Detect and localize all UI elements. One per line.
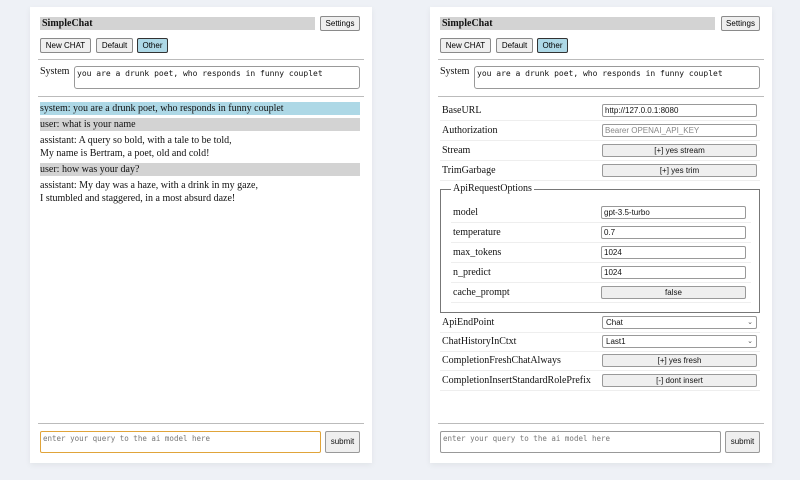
setting-temperature — [451, 223, 751, 243]
setting-base-url — [440, 101, 760, 121]
cache-prompt-label: cache_prompt — [453, 287, 510, 298]
chat-message-user — [40, 163, 360, 176]
system-label: System — [40, 66, 70, 77]
query-input[interactable]: enter your query to the ai model here — [440, 431, 721, 453]
settings-button[interactable]: Settings — [721, 16, 760, 31]
setting-cache-prompt — [451, 283, 751, 303]
new-chat-button[interactable]: New CHAT — [40, 38, 91, 53]
model-input[interactable]: gpt-3.5-turbo — [601, 206, 746, 219]
message-line: I stumbled and staggered, in a most absurd daze! — [40, 193, 236, 204]
chat-history-label: ChatHistoryInCtxt — [442, 336, 517, 347]
settings-button[interactable]: Settings — [320, 16, 360, 31]
setting-role-prefix — [440, 371, 760, 391]
chat-history-value: Last1 — [606, 337, 626, 346]
trim-garbage-label: TrimGarbage — [442, 165, 496, 176]
setting-stream — [440, 141, 760, 161]
divider — [438, 59, 764, 60]
divider — [438, 423, 764, 424]
chevron-down-icon: ⌄ — [747, 319, 753, 326]
message-line: assistant: My day was a haze, with a drink in my gaze, — [40, 180, 258, 191]
n-predict-input[interactable]: 1024 — [601, 266, 746, 279]
other-chat-button[interactable]: Other — [537, 38, 568, 53]
setting-model — [451, 203, 751, 223]
query-input[interactable]: enter your query to the ai model here — [40, 431, 321, 453]
max-tokens-label: max_tokens — [453, 247, 502, 258]
other-chat-button[interactable]: Other — [137, 38, 168, 53]
divider — [438, 96, 764, 97]
role-prefix-toggle[interactable]: [-] dont insert — [602, 374, 757, 387]
role-prefix-label: CompletionInsertStandardRolePrefix — [442, 375, 591, 386]
setting-authorization — [440, 121, 760, 141]
setting-max-tokens — [451, 243, 751, 263]
setting-api-endpoint — [440, 313, 760, 333]
default-chat-button[interactable]: Default — [496, 38, 533, 53]
message-line: system: you are a drunk poet, who responds in funny couplet — [40, 103, 284, 114]
default-chat-button[interactable]: Default — [96, 38, 133, 53]
submit-button[interactable]: submit — [725, 431, 760, 453]
api-endpoint-value: Chat — [606, 318, 623, 327]
temperature-input[interactable]: 0.7 — [601, 226, 746, 239]
system-label: System — [440, 66, 470, 77]
authorization-label: Authorization — [442, 125, 498, 136]
setting-fresh-chat — [440, 351, 760, 371]
divider — [38, 96, 364, 97]
temperature-label: temperature — [453, 227, 501, 238]
stream-label: Stream — [442, 145, 471, 156]
divider — [38, 59, 364, 60]
setting-trim-garbage — [440, 161, 760, 181]
chat-message-system — [40, 102, 360, 115]
base-url-input[interactable]: http://127.0.0.1:8080 — [602, 104, 757, 117]
trim-garbage-toggle[interactable]: [+] yes trim — [602, 164, 757, 177]
fresh-chat-toggle[interactable]: [+] yes fresh — [602, 354, 757, 367]
base-url-label: BaseURL — [442, 105, 482, 116]
message-line: user: what is your name — [40, 119, 136, 130]
system-prompt-input[interactable]: you are a drunk poet, who responds in funny couplet — [474, 66, 760, 89]
setting-chat-history — [440, 332, 760, 352]
n-predict-label: n_predict — [453, 267, 491, 278]
stream-toggle[interactable]: [+] yes stream — [602, 144, 757, 157]
chat-message-user — [40, 118, 360, 131]
cache-prompt-toggle[interactable]: false — [601, 286, 746, 299]
settings-panel — [430, 7, 772, 463]
app-title: SimpleChat — [440, 17, 715, 30]
authorization-input[interactable]: Bearer OPENAI_API_KEY — [602, 124, 757, 137]
max-tokens-input[interactable]: 1024 — [601, 246, 746, 259]
api-endpoint-select[interactable] — [602, 316, 757, 329]
system-prompt-input[interactable]: you are a drunk poet, who responds in funny couplet — [74, 66, 360, 89]
setting-n-predict — [451, 263, 751, 283]
new-chat-button[interactable]: New CHAT — [440, 38, 491, 53]
message-line: user: how was your day? — [40, 164, 140, 175]
message-line: assistant: A query so bold, with a tale to be told, — [40, 135, 232, 146]
submit-button[interactable]: submit — [325, 431, 360, 453]
chat-message-assistant — [40, 179, 360, 205]
api-request-options-legend: ApiRequestOptions — [453, 183, 532, 194]
api-request-options-fieldset — [440, 183, 760, 313]
fresh-chat-label: CompletionFreshChatAlways — [442, 355, 561, 366]
chat-panel — [30, 7, 372, 463]
divider — [38, 423, 364, 424]
message-line: My name is Bertram, a poet, old and cold! — [40, 148, 210, 159]
chat-message-assistant — [40, 134, 360, 160]
model-label: model — [453, 207, 478, 218]
app-title: SimpleChat — [40, 17, 315, 30]
api-endpoint-label: ApiEndPoint — [442, 317, 495, 328]
chevron-down-icon: ⌄ — [747, 338, 753, 345]
chat-history-select[interactable] — [602, 335, 757, 348]
